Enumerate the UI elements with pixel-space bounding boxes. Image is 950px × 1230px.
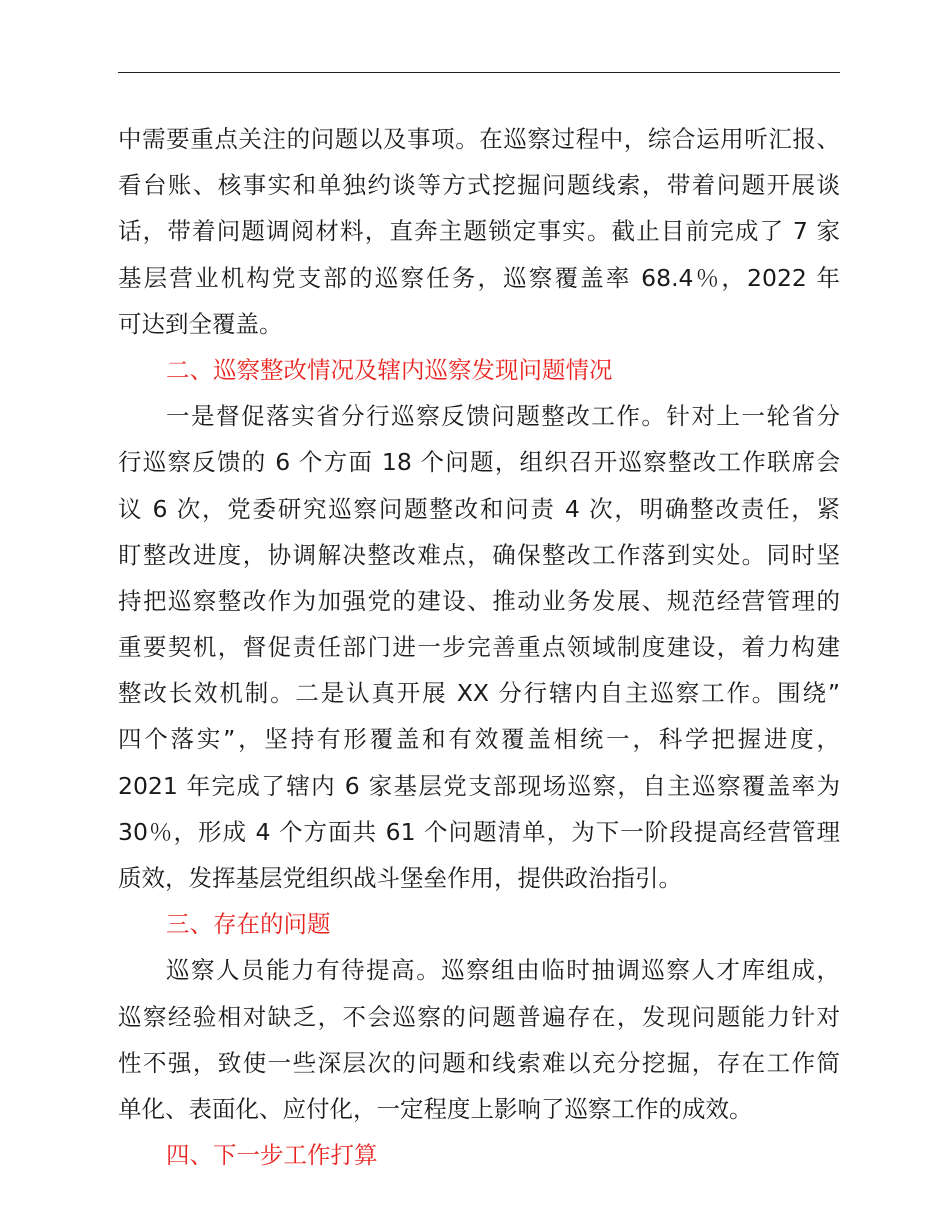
document-body (118, 116, 840, 1178)
text-line: 中需要重点关注的问题以及事项。在巡察过程中，综合运用听汇报、 (118, 125, 840, 153)
paragraph-2 (118, 393, 840, 901)
text-line: 基层营业机构党支部的巡察任务，巡察覆盖率 68.4％，2022 年 (118, 263, 840, 292)
text-line: 单化、表面化、应付化，一定程度上影响了巡察工作的成效。 (118, 1094, 753, 1123)
text-line: 巡察人员能力有待提高。巡察组由临时抽调巡察人才库组成， (166, 956, 840, 985)
text-line: 重要契机，督促责任部门进一步完善重点领域制度建设，着力构建 (118, 633, 840, 662)
text-line: 盯整改进度，协调解决整改难点，确保整改工作落到实处。同时坚 (118, 540, 840, 569)
section-heading-3: 三、存在的问题 (166, 910, 331, 939)
header-rule (118, 72, 840, 73)
text-line: 整改长效机制。二是认真开展 XX 分行辖内自主巡察工作。围绕” (118, 679, 840, 708)
text-line: 30％，形成 4 个方面共 61 个问题清单，为下一阶段提高经营管理 (118, 817, 840, 846)
text-line: 行巡察反馈的 6 个方面 18 个问题，组织召开巡察整改工作联席会 (118, 448, 840, 477)
text-line: 一是督促落实省分行巡察反馈问题整改工作。针对上一轮省分 (166, 402, 840, 431)
text-line: 看台账、核事实和单独约谈等方式挖掘问题线索，带着问题开展谈 (118, 171, 840, 200)
text-line: 议 6 次，党委研究巡察问题整改和问责 4 次，明确整改责任，紧 (118, 494, 840, 523)
section-heading-4: 四、下一步工作打算 (166, 1141, 378, 1170)
text-line: 性不强，致使一些深层次的问题和线索难以充分挖掘，存在工作简 (118, 1048, 840, 1077)
text-line: 巡察经验相对缺乏，不会巡察的问题普遍存在，发现问题能力针对 (118, 1002, 840, 1031)
section-heading-2: 二、巡察整改情况及辖内巡察发现问题情况 (166, 355, 613, 384)
text-line: 话，带着问题调阅材料，直奔主题锁定事实。截止目前完成了 7 家 (118, 217, 840, 246)
text-line: 持把巡察整改作为加强党的建设、推动业务发展、规范经营管理的 (118, 586, 840, 615)
text-line: 2021 年完成了辖内 6 家基层党支部现场巡察，自主巡察覆盖率为 (118, 771, 840, 800)
text-line: 质效，发挥基层党组织战斗堡垒作用，提供政治指引。 (118, 864, 682, 892)
text-line: 四个落实”，坚持有形覆盖和有效覆盖相统一，科学把握进度， (118, 725, 840, 754)
text-line: 可达到全覆盖。 (118, 309, 283, 338)
paragraph-1 (118, 116, 840, 347)
paragraph-3 (118, 947, 840, 1132)
